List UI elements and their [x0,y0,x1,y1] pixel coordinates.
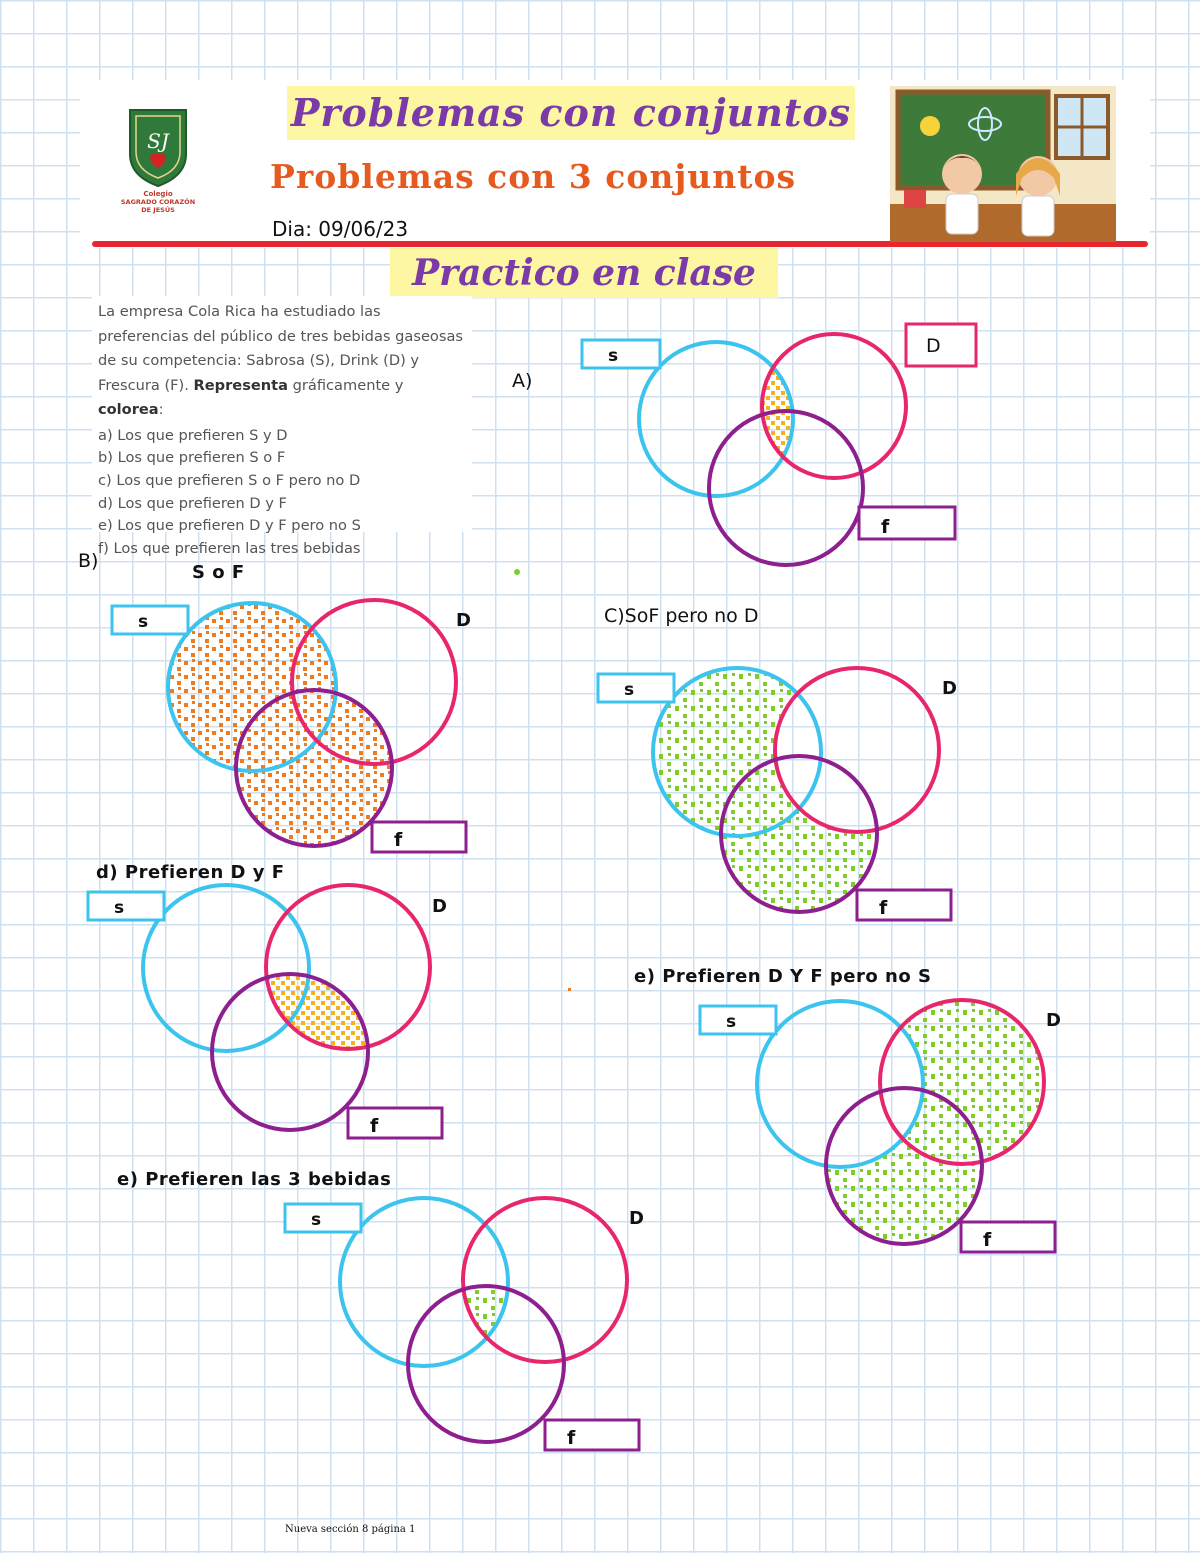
instruction-mid: gráficamente y [288,376,404,394]
venn-diagram-e2 [285,1198,644,1450]
question-item: b) Los que prefieren S o F [98,449,286,467]
statement-text: La empresa Cola Rica ha estudiado las preferencias del público de tres bebidas gaseosas de su competencia: Sabrosa (S), Drink (D) y Frescura (F). [98,303,464,394]
date-label: Dia: 09/06/23 [272,217,409,241]
f-label-box [545,1420,639,1450]
d-label: D [456,610,471,631]
svg-text:SJ: SJ [147,129,169,153]
s-label: s [114,898,125,918]
instruction-bold-2: colorea [98,401,159,418]
question-item: d) Los que prefieren D y F [98,494,287,512]
shaded-region [826,1000,1044,1244]
section-title: Practico en clase [390,248,778,298]
shaded-region [168,603,392,846]
f-label-box [859,507,955,539]
s-label-box [112,606,188,634]
d-label: D [432,896,447,917]
f-label-box [372,822,466,852]
diagram-e1-heading: e) Prefieren D Y F pero no S [634,966,932,987]
venn-diagram-C [598,668,957,920]
stray-dot [568,988,571,991]
s-label: s [726,1012,737,1032]
diagram-a-heading: A) [512,370,533,392]
s-label: s [608,346,619,366]
stray-dot [514,569,520,575]
f-label: f [881,516,890,538]
venn-diagram-A [582,324,976,565]
shaded-region [653,668,877,912]
diagram-b-heading: B) [78,550,99,572]
set-s-circle [340,1198,508,1366]
set-d-circle [463,1198,627,1362]
f-label: f [983,1229,992,1251]
d-label: D [926,335,941,357]
s-label-box [582,340,660,368]
s-label-box [285,1204,361,1232]
venn-diagram-d [88,885,447,1138]
s-label: s [624,680,635,700]
f-label-box [961,1222,1055,1252]
venn-diagram-B [112,600,471,852]
f-label: f [370,1115,379,1137]
instruction-bold-1: Representa [193,376,288,394]
question-item: f) Los que prefieren las tres bebidas [98,540,361,558]
s-label: s [311,1210,322,1230]
s-label-box [598,674,674,702]
s-label: s [138,612,149,632]
instruction-end: : [158,401,164,418]
logo-text-3: DE JESÚS [141,206,175,214]
f-label: f [879,897,888,919]
f-label-box [857,890,951,920]
s-label-box [700,1006,776,1034]
f-label: f [394,829,403,851]
page-title: Problemas con conjuntos [287,86,855,140]
diagram-d-heading: d) Prefieren D y F [96,862,285,883]
logo-text-2: SAGRADO CORAZÓN [120,198,196,206]
diagram-c-heading: C)SoF pero no D [604,605,759,627]
question-item: c) Los que prefieren S o F pero no D [98,471,361,489]
f-label: f [567,1427,576,1449]
question-item: a) Los que prefieren S y D [98,426,288,444]
page-footer: Nueva sección 8 página 1 [285,1524,416,1535]
page-subtitle: Problemas con 3 conjuntos [270,157,797,196]
diagram-b-subheading: S o F [192,562,245,583]
venn-diagram-e1 [700,1000,1061,1252]
logo-text-1: Colegio [143,190,173,198]
s-label-box [88,892,164,920]
d-label: D [629,1208,644,1229]
set-s-circle [143,885,309,1051]
d-label: D [1046,1010,1061,1031]
d-label-box [906,324,976,366]
d-label: D [942,678,957,699]
question-item: e) Los que prefieren D y F pero no S [98,517,361,535]
f-label-box [348,1108,442,1138]
diagram-e2-heading: e) Prefieren las 3 bebidas [117,1169,392,1190]
